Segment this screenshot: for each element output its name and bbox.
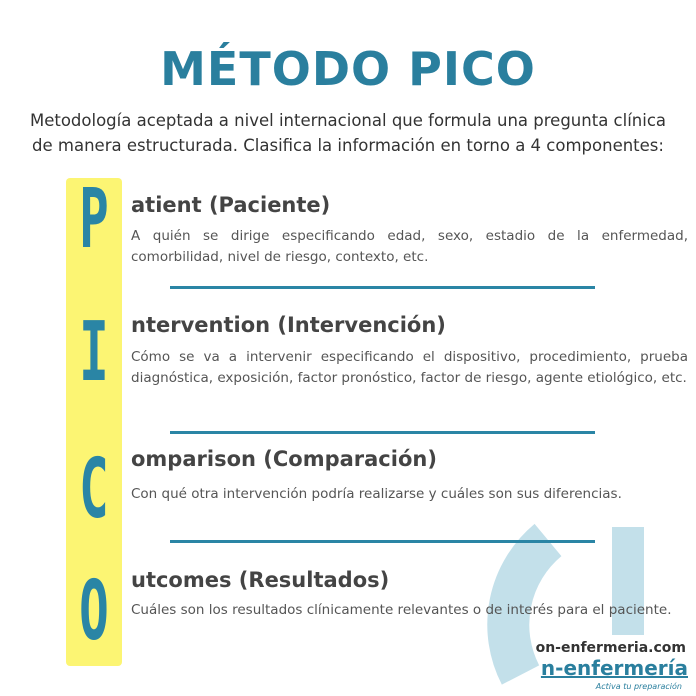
heading-comparison: omparison (Comparación) [131, 447, 437, 471]
letter-c: C [79, 442, 109, 537]
letter-o: O [79, 564, 109, 659]
divider [170, 431, 595, 434]
page-title: MÉTODO PICO [160, 42, 536, 96]
divider [170, 540, 595, 543]
brand-logo: n-enfermería [540, 656, 688, 680]
text-intervention: Cómo se va a intervenir especificando el dispositivo, procedimiento, prueba diagnóstica, exposición, factor pronóstico, factor de riesgo, agente etiológico, etc. [131, 349, 688, 386]
divider [170, 286, 595, 289]
subtitle: Metodología aceptada a nivel internacional que formula una pregunta clínica de manera estructurada. Clasifica la información en torno a 4 componentes: [29, 111, 667, 155]
letter-p: P [79, 172, 109, 267]
letter-i: I [79, 305, 109, 400]
text-outcomes: Cuáles son los resultados clínicamente relevantes o de interés para el paciente. [131, 602, 672, 618]
text-patient: A quién se dirige especificando edad, sexo, estadio de la enfermedad, comorbilidad, nivel de riesgo, contexto, etc. [131, 228, 688, 265]
heading-intervention: ntervention (Intervención) [131, 313, 446, 337]
brand-tagline: Activa tu preparación [595, 682, 682, 691]
heading-patient: atient (Paciente) [131, 193, 331, 217]
heading-outcomes: utcomes (Resultados) [131, 568, 390, 592]
text-comparison: Con qué otra intervención podría realizarse y cuáles son sus diferencias. [131, 486, 622, 502]
website-url: on-enfermeria.com [535, 640, 686, 656]
